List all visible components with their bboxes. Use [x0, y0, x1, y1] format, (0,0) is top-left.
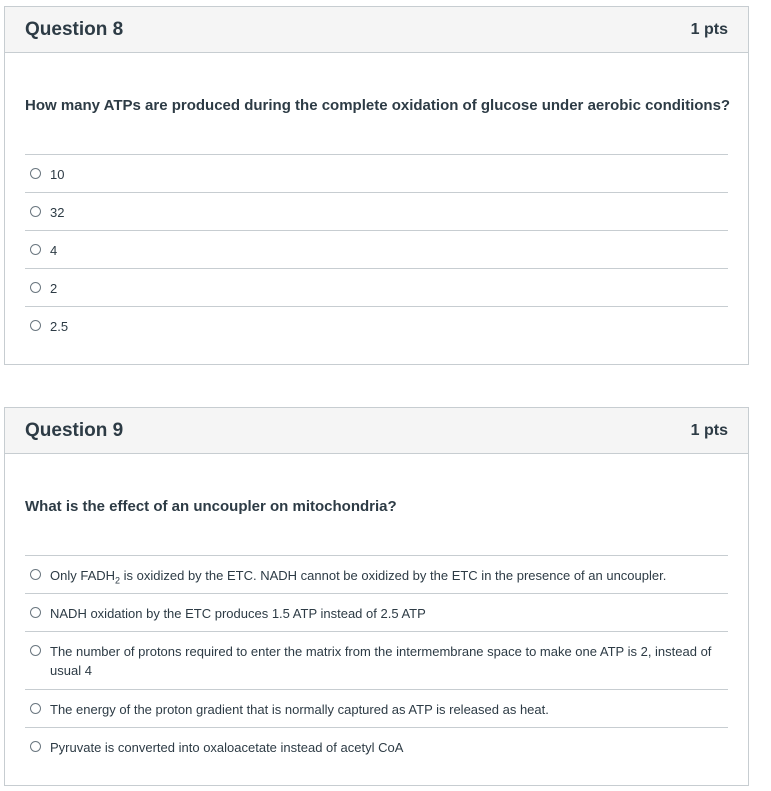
- answer-text-post: is oxidized by the ETC. NADH cannot be oxidized by the ETC in the presence of an uncoupler.: [120, 568, 667, 583]
- question-points: 1 pts: [690, 421, 728, 439]
- answer-option[interactable]: [25, 689, 728, 727]
- answer-option[interactable]: [25, 306, 728, 344]
- question-text: How many ATPs are produced during the complete oxidation of glucose under aerobic conditions?: [25, 97, 731, 114]
- answer-label: Pyruvate is converted into oxaloacetate instead of acetyl CoA: [50, 740, 404, 755]
- answer-label: NADH oxidation by the ETC produces 1.5 ATP instead of 2.5 ATP: [50, 606, 426, 621]
- radio-button[interactable]: [30, 320, 41, 331]
- answer-label: The number of protons required to enter the matrix from the intermembrane space to make one ATP is 2, instead of usual 4: [50, 644, 712, 678]
- radio-button[interactable]: [30, 282, 41, 293]
- question-header: [5, 408, 748, 454]
- answer-option[interactable]: [25, 555, 728, 593]
- answer-option[interactable]: [25, 192, 728, 230]
- answer-list: [25, 555, 728, 765]
- question-points: 1 pts: [690, 20, 728, 38]
- answer-list: [25, 154, 728, 344]
- answer-label: 10: [50, 167, 65, 182]
- answer-label: 32: [50, 205, 65, 220]
- answer-option[interactable]: [25, 727, 728, 765]
- question-title: Question 8: [25, 18, 124, 40]
- radio-button[interactable]: [30, 206, 41, 217]
- answer-option[interactable]: [25, 631, 728, 689]
- question-header: [5, 7, 748, 53]
- question-9-card: [4, 407, 749, 786]
- question-text: What is the effect of an uncoupler on mitochondria?: [25, 498, 397, 515]
- answer-label: 4: [50, 243, 58, 258]
- answer-option[interactable]: [25, 154, 728, 192]
- answer-option[interactable]: [25, 268, 728, 306]
- answer-option[interactable]: [25, 230, 728, 268]
- answer-text-pre: Only FADH: [50, 568, 116, 583]
- radio-button[interactable]: [30, 168, 41, 179]
- radio-button[interactable]: [30, 569, 41, 580]
- answer-label: The energy of the proton gradient that is normally captured as ATP is released as heat.: [50, 702, 549, 717]
- question-8-card: [4, 6, 749, 365]
- radio-button[interactable]: [30, 645, 41, 656]
- question-title: Question 9: [25, 419, 124, 441]
- radio-button[interactable]: [30, 244, 41, 255]
- radio-button[interactable]: [30, 607, 41, 618]
- answer-option[interactable]: [25, 593, 728, 631]
- radio-button[interactable]: [30, 741, 41, 752]
- answer-label: 2.5: [50, 319, 69, 334]
- answer-text-subscript: 2: [115, 575, 121, 586]
- radio-button[interactable]: [30, 703, 41, 714]
- answer-label: [50, 566, 666, 591]
- answer-label: 2: [50, 281, 58, 296]
